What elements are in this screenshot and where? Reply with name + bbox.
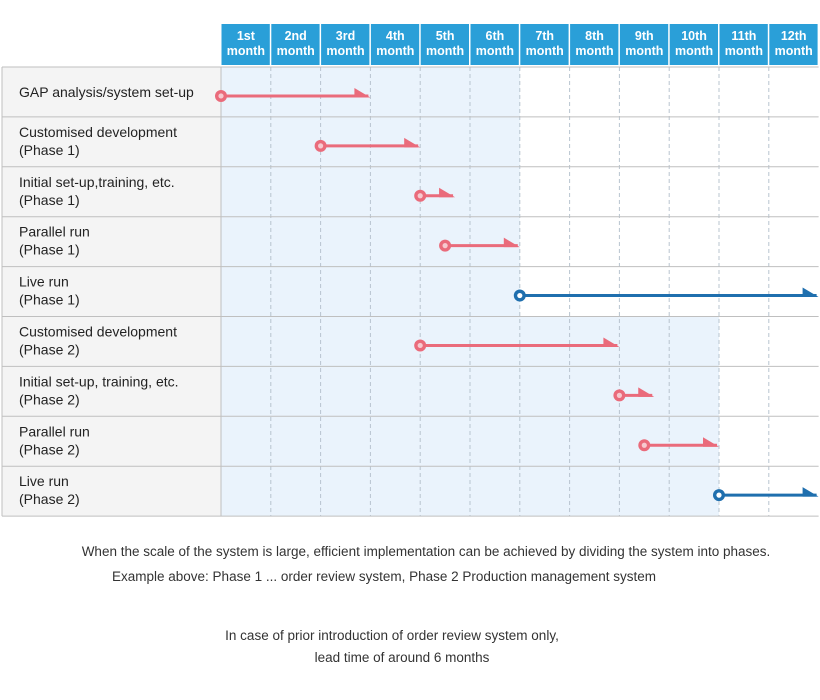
task-label: GAP analysis/system set-up <box>19 83 194 100</box>
month-header-label: month <box>475 44 514 58</box>
task-label: (Phase 2) <box>19 391 80 408</box>
month-header-label: month <box>326 44 365 58</box>
month-header-label: 6th <box>485 29 505 43</box>
task-label: Live run <box>19 273 69 290</box>
month-header-label: month <box>675 44 714 58</box>
task-label: Parallel run <box>19 223 90 240</box>
month-header-label: 8th <box>585 29 604 43</box>
task-start-marker-center <box>642 443 647 448</box>
month-header-label: 9th <box>634 29 654 43</box>
task-label: (Phase 2) <box>19 441 80 458</box>
task-start-marker-center <box>517 293 522 298</box>
task-label: Customised development <box>19 123 177 140</box>
task-label: (Phase 1) <box>19 291 80 308</box>
task-label: (Phase 1) <box>19 141 80 158</box>
month-header-label: 3rd <box>335 29 356 43</box>
task-label: Initial set-up,training, etc. <box>19 173 175 190</box>
month-header-label: 7th <box>535 29 555 43</box>
task-label: Live run <box>19 473 69 490</box>
month-header-label: month <box>625 44 664 58</box>
note-line-1: When the scale of the system is large, efficient implementation can be achieved by dividing the system into phases. <box>81 544 771 559</box>
task-start-marker-center <box>617 393 622 398</box>
note-line-4: lead time of around 6 months <box>314 650 490 665</box>
month-header-label: month <box>724 44 763 58</box>
task-start-marker-center <box>318 143 323 148</box>
note-line-2: Example above: Phase 1 ... order review system, Phase 2 Production management system <box>111 569 657 584</box>
task-start-marker-center <box>218 93 223 98</box>
task-start-marker-center <box>716 493 721 498</box>
month-header-label: 10th <box>681 29 707 43</box>
month-header-label: 2nd <box>284 29 307 43</box>
task-label: Parallel run <box>19 423 90 440</box>
task-label: Customised development <box>19 323 177 340</box>
month-header-label: month <box>525 44 564 58</box>
task-label: (Phase 2) <box>19 341 80 358</box>
task-start-marker-center <box>418 343 423 348</box>
month-header-label: month <box>376 44 415 58</box>
task-label: (Phase 2) <box>19 491 80 508</box>
month-header-label: month <box>774 44 813 58</box>
month-header-label: month <box>426 44 465 58</box>
month-header-label: 5th <box>435 29 455 43</box>
task-label: (Phase 1) <box>19 191 80 208</box>
month-header-label: 11th <box>731 29 757 43</box>
month-header-label: 12th <box>780 29 807 43</box>
task-arrowhead <box>803 487 819 497</box>
month-header-label: month <box>575 44 614 58</box>
note-line-3: In case of prior introduction of order review system only, <box>225 628 559 643</box>
task-label: (Phase 1) <box>19 241 80 258</box>
task-label: Initial set-up, training, etc. <box>19 373 179 390</box>
month-header-label: 4th <box>385 29 405 43</box>
task-start-marker-center <box>418 193 423 198</box>
month-header-label: 1st <box>236 29 255 43</box>
task-start-marker-center <box>443 243 448 248</box>
task-arrowhead <box>803 288 819 298</box>
month-header-label: month <box>276 44 315 58</box>
month-header-label: month <box>226 44 265 58</box>
